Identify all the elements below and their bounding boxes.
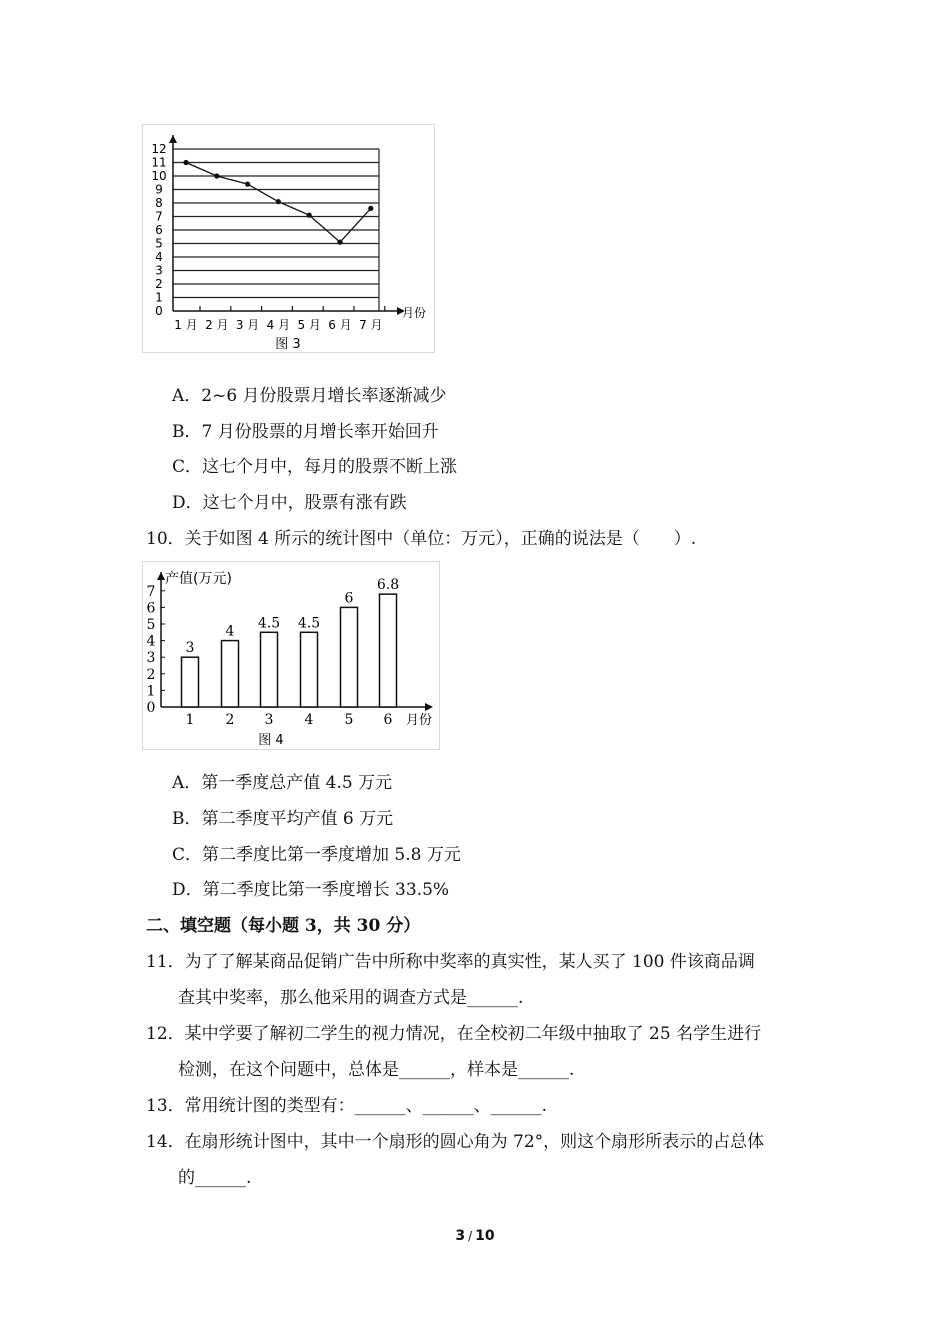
y-tick-label: 3 [146,650,156,667]
y-tick-label: 11 [151,155,167,170]
data-point [307,213,312,218]
data-point [337,240,342,245]
x-tick-label: 1 [185,712,195,728]
y-tick-label: 2 [155,277,163,291]
question-12-line-2: 检测，在这个问题中，总体是______，样本是______. [178,1060,575,1080]
q9-option-d: D．这七个月中，股票有涨有跌 [172,493,407,513]
y-axis-arrow [169,135,177,143]
question-10: 10．关于如图 4 所示的统计图中（单位：万元），正确的说法是（ ）. [146,529,697,549]
x-tick-label: 3 [264,712,274,728]
x-tick-label: 4 [304,712,314,728]
figure-4-caption: 图 4 [258,733,284,748]
figure-3-caption: 图 3 [275,337,301,352]
x-tick-label: 2 月 [205,318,229,332]
y-tick-label: 12 [151,142,167,156]
y-tick-label: 2 [146,666,156,683]
y-tick-label: 0 [155,304,163,318]
x-axis-arrow [425,703,433,711]
bar-data-label: 6 [344,590,354,607]
question-11-line-1: 11．为了了解某商品促销广告中所称中奖率的真实性，某人买了 100 件该商品调 [146,952,755,972]
bar [182,657,199,707]
y-tick-label: 1 [155,290,163,305]
x-tick-label: 1 月 [174,318,198,332]
data-point [245,182,250,187]
q9-option-c: C．这七个月中，每月的股票不断上涨 [172,457,458,477]
section-2-title: 二、填空题（每小题 3，共 30 分） [146,916,421,936]
bar-data-label: 4.5 [297,615,321,632]
x-tick-label: 5 月 [297,318,321,332]
q10-option-b: B．第二季度平均产值 6 万元 [172,809,394,829]
question-13: 13．常用统计图的类型有：______、______、______. [146,1096,548,1116]
q9-option-a: A．2~6 月份股票月增长率逐渐减少 [172,386,447,406]
figure-4-bar-chart [143,562,439,749]
q9-option-b: B．7 月份股票的月增长率开始回升 [172,422,439,442]
question-12-line-1: 12．某中学要了解初二学生的视力情况，在全校初二年级中抽取了 25 名学生进行 [146,1024,762,1044]
bar [301,632,318,707]
x-tick-label: 7 月 [359,318,383,332]
bar-data-label: 4.5 [257,615,281,632]
y-tick-label: 0 [146,700,156,716]
y-tick-label: 6 [155,223,163,237]
x-tick-label: 6 月 [328,318,352,332]
question-11-line-2: 查其中奖率，那么他采用的调查方式是______. [178,988,524,1008]
y-tick-label: 4 [146,633,156,650]
bar [380,594,397,707]
data-point [214,173,219,178]
x-axis-label: 月份 [405,713,433,728]
page-total: 10 [475,1228,495,1244]
q10-option-c: C．第二季度比第一季度增加 5.8 万元 [172,845,461,865]
bar [261,632,278,707]
data-point [183,160,188,165]
y-tick-label: 9 [155,182,163,197]
bar [341,607,358,707]
page-separator: / [468,1229,473,1243]
y-tick-label: 1 [146,683,156,700]
page-number [0,1228,950,1244]
y-tick-label: 4 [155,250,163,264]
y-tick-label: 10 [151,169,167,183]
y-axis-arrow [157,572,165,580]
q10-option-a: A．第一季度总产值 4.5 万元 [172,773,393,793]
y-tick-label: 6 [146,600,156,617]
x-tick-label: 6 [383,712,393,728]
question-14-line-2: 的______. [178,1168,252,1188]
x-axis-label: 月份 [401,306,427,320]
y-tick-label: 5 [146,617,156,633]
bar-data-label: 3 [185,640,195,657]
y-axis-label: 产值(万元) [165,571,232,587]
bar-data-label: 6.8 [376,577,400,594]
y-tick-label: 5 [155,236,163,251]
y-tick-label: 7 [146,583,156,600]
data-point [368,206,373,211]
x-tick-label: 4 月 [266,318,291,332]
x-tick-label: 5 [344,712,354,728]
bar-data-label: 4 [225,623,235,640]
x-tick-label: 3 月 [235,318,260,332]
q10-option-d: D．第二季度比第一季度增长 33.5% [172,880,450,900]
y-tick-label: 7 [155,209,163,224]
question-14-line-1: 14．在扇形统计图中，其中一个扇形的圆心角为 72°，则这个扇形所表示的占总体 [146,1132,765,1152]
data-point [276,199,281,204]
figure-3 [142,124,435,353]
x-tick-label: 2 [225,712,235,728]
y-tick-label: 3 [155,263,163,278]
figure-4 [142,561,440,750]
y-tick-label: 8 [155,196,163,210]
page-current: 3 [455,1228,466,1244]
figure-3-line-chart [143,125,434,352]
bar [222,641,239,707]
